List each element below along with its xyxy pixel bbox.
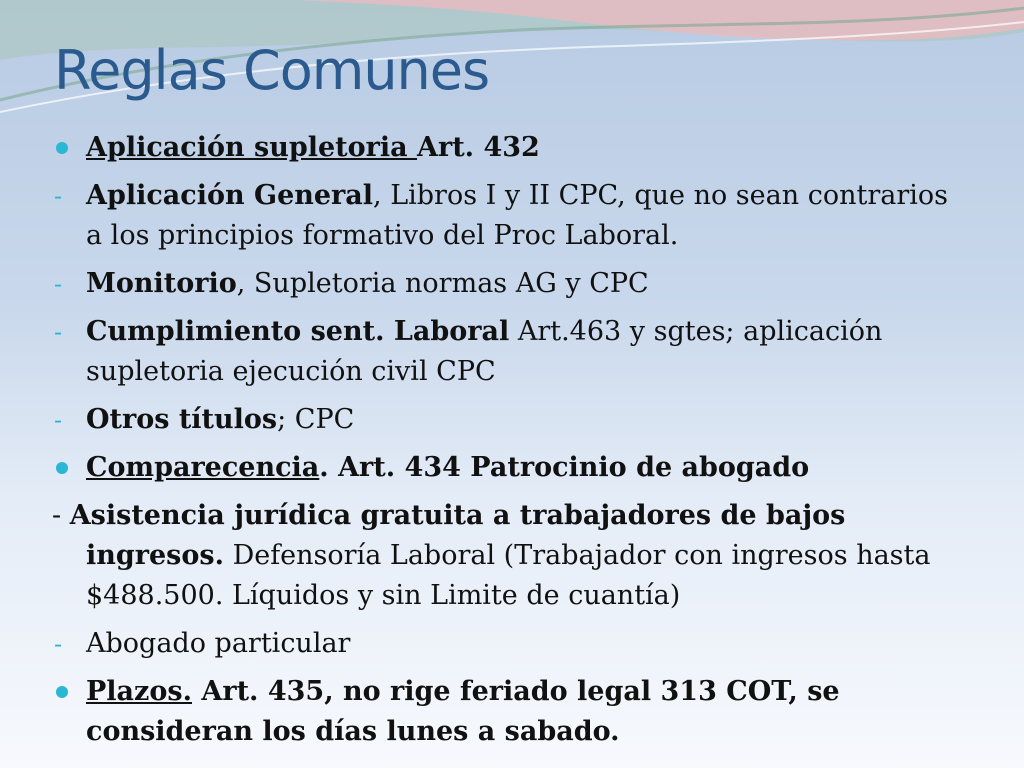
item-heading: Asistencia jurídica gratuita a trabajadores de bajos ingresos. <box>69 500 846 571</box>
dash-marker: - <box>54 406 63 434</box>
bullet-comparecencia <box>52 448 952 488</box>
item-heading: Comparecencia <box>86 452 320 483</box>
bullet-dot-icon <box>52 128 82 168</box>
item-text: ; CPC <box>277 404 355 435</box>
item-text: Art. 435, no rige feriado legal 313 COT, se consideran los días lunes a sabado. <box>86 676 840 747</box>
sub-otros-titulos <box>52 400 952 440</box>
sub-cumplimiento <box>52 312 952 392</box>
item-text: , Libros I y II CPC, que no sean contrarios a los principios formativo del Proc Laboral. <box>86 180 948 251</box>
bullet-plazos <box>52 672 952 752</box>
sub-asistencia-juridica <box>52 496 952 616</box>
bullet-dot-icon <box>52 672 82 712</box>
item-heading: Otros títulos <box>86 404 278 435</box>
dash-marker: - <box>54 630 63 658</box>
dash-marker: - <box>54 318 63 346</box>
item-heading: Aplicación General <box>86 180 374 211</box>
item-text: Abogado particular <box>86 628 351 659</box>
item-heading: Monitorio <box>86 268 237 299</box>
bullet-dot-icon <box>52 448 82 488</box>
item-heading: Cumplimiento sent. Laboral <box>86 316 510 347</box>
sub-monitorio <box>52 264 952 304</box>
dash-marker: - <box>54 182 63 210</box>
dash-marker: - <box>54 270 63 298</box>
item-heading: Plazos. <box>86 676 192 707</box>
item-text: Defensoría Laboral (Trabajador con ingresos hasta $488.500. Líquidos y sin Limite de cuantía) <box>86 540 931 611</box>
slide-title: Reglas Comunes <box>54 39 490 102</box>
sub-aplicacion-general <box>52 176 952 256</box>
bullet-aplicacion-supletoria <box>52 128 952 168</box>
item-text: Art. 432 <box>417 132 540 163</box>
slide-body <box>52 128 952 752</box>
dash-marker: - <box>52 500 70 531</box>
sub-abogado-particular <box>52 624 952 664</box>
item-text: , Supletoria normas AG y CPC <box>236 268 649 299</box>
item-text: . Art. 434 Patrocinio de abogado <box>319 452 810 483</box>
item-text: Art.463 y sgtes; aplicación supletoria ejecución civil CPC <box>86 316 883 387</box>
item-heading: Aplicación supletoria <box>86 132 418 163</box>
